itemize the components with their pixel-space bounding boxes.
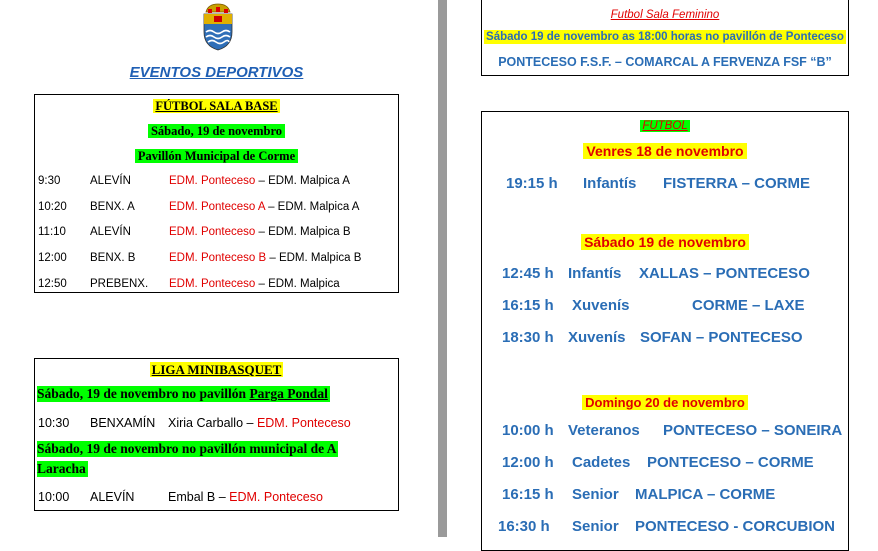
match-row: 12:45 h: [502, 265, 554, 282]
minibasquet-date-1: Sábado, 19 de novembro no pavillón Parga Pondal: [37, 386, 328, 401]
futbol-day-1: Venres 18 de novembro: [583, 143, 746, 159]
futbol-sala-feminino-box: [481, 0, 849, 76]
futbol-box: FUTBOL Venres 18 de novembro 19:15 h Infantís FISTERRA – CORME Sábado 19 de novembro 12:45 h Infantís XALLAS – PONTECESO 16:15 h Xuvenís CORME – LAXE 18:30 h Xuvenís SOFAN – PONTECESO Domingo 20 de novembro 10:00 h Veteranos PONTECESO – SONEIRA 12:00 h Cadetes PONTECESO – CORME 16:15 h Senior MALPICA – CORME 16:30 h Senior PONTECESO - CORCUBION: [481, 111, 849, 551]
futbol-sala-base-box: FÚTBOL SALA BASE Sábado, 19 de novembro Pavillón Municipal de Corme 9:30 ALEVÍN EDM. Ponteceso – EDM. Malpica A 10:20 BENX. A EDM. Ponteceso A – EDM. Malpica A 11:10 ALEVÍN EDM. Ponteceso – EDM. Malpica B 12:00 BENX. B EDM. Ponteceso B – EDM. Malpica B 12:50 PREBENX. EDM. Ponteceso – EDM. Malpica: [34, 94, 399, 293]
minibasquet-box: LIGA MINIBASQUET Sábado, 19 de novembro no pavillón Parga Pondal 10:30 BENXAMÍN Xiria Carballo – EDM. Ponteceso Sábado, 19 de novembro no pavillón municipal de A Laracha 10:00 ALEVÍN Embal B – EDM. Ponteceso: [34, 358, 399, 511]
match-row: 18:30 h: [502, 329, 554, 346]
match-row: 16:30 h: [498, 518, 550, 535]
futbol-sala-base-header: FÚTBOL SALA BASE: [155, 99, 278, 113]
futbol-sala-feminino-match: PONTECESO F.S.F. – COMARCAL A FERVENZA FSF “B”: [498, 55, 832, 69]
minibasquet-header: LIGA MINIBASQUET: [151, 362, 282, 377]
minibasquet-date-2: Sábado, 19 de novembro no pavillón municipal de A: [37, 441, 337, 456]
page-title: EVENTOS DEPORTIVOS: [129, 64, 304, 81]
page-divider: [438, 0, 447, 537]
futbol-header: FUTBOL: [642, 120, 688, 132]
futbol-sala-feminino-date: Sábado 19 de novembro as 18:00 horas no pavillón de Ponteceso: [486, 31, 844, 43]
match-row: 16:15 h: [502, 486, 554, 503]
futbol-sala-base-venue: Pavillón Municipal de Corme: [135, 149, 298, 163]
futbol-day-3: Domingo 20 de novembro: [582, 395, 748, 410]
match-row: 19:15 h: [506, 175, 558, 192]
match-row: 16:15 h: [502, 297, 554, 314]
minibasquet-date-2-cont: Laracha: [37, 461, 86, 476]
coat-of-arms-logo: [200, 2, 236, 52]
futbol-day-2: Sábado 19 de novembro: [581, 234, 749, 250]
match-row: 12:00 h: [502, 454, 554, 471]
match-row: 10:00 h: [502, 422, 554, 439]
futbol-sala-base-date: Sábado, 19 de novembro: [148, 124, 285, 138]
futbol-sala-feminino-header: Futbol Sala Feminino: [610, 9, 720, 21]
